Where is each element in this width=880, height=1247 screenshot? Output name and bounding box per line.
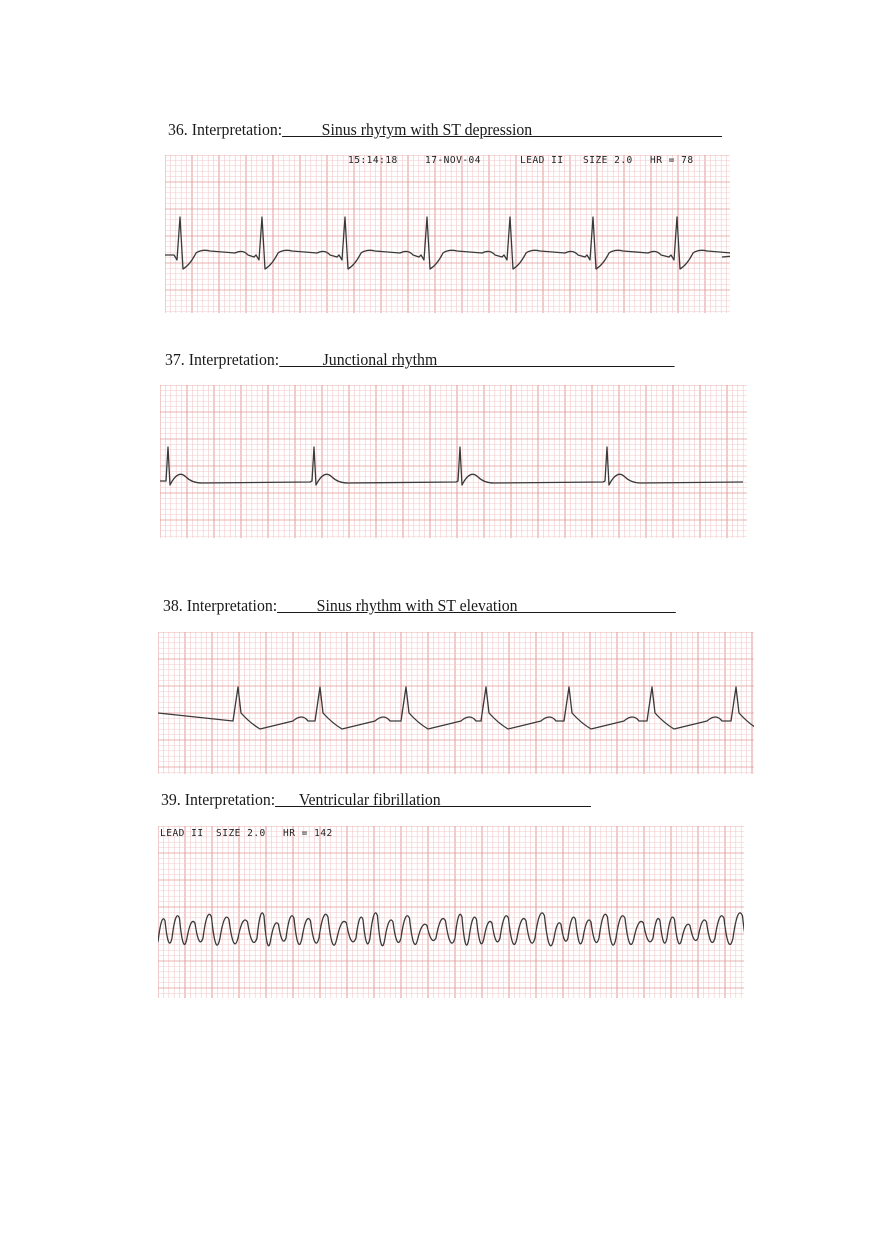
- ecg-grid-and-trace: [160, 385, 747, 538]
- ecg-trace: [165, 217, 730, 269]
- answer-text: Sinus rhythm with ST elevation: [316, 596, 518, 615]
- question-number: 36. Interpretation:: [168, 120, 283, 139]
- ecg-grid-and-trace: [158, 632, 754, 774]
- answer-text: Ventricular fibrillation: [298, 790, 441, 809]
- question-36-label: [168, 120, 722, 140]
- answer-blank-post: ____________________: [517, 596, 676, 615]
- answer-blank-pre: _____: [277, 596, 317, 615]
- strip-hr: HR = 142: [283, 828, 333, 839]
- question-number: 38. Interpretation:: [163, 596, 278, 615]
- answer-text: Junctional rhythm: [322, 350, 438, 369]
- answer-blank-post: ______________________________: [437, 350, 675, 369]
- answer-blank-pre: _____: [282, 120, 322, 139]
- answer-blank-post: ________________________: [532, 120, 722, 139]
- strip-date: 17-NOV-04: [425, 155, 481, 166]
- strip-time: 15:14:18: [348, 155, 398, 166]
- ecg-grid-and-trace: [165, 155, 730, 313]
- strip-lead: LEAD II: [160, 828, 204, 839]
- answer-text: Sinus rhytym with ST depression: [321, 120, 533, 139]
- question-number: 39. Interpretation:: [161, 790, 276, 809]
- ecg-strip-38: [158, 632, 754, 774]
- answer-blank-post: ___________________: [440, 790, 591, 809]
- ecg-strip-39: [158, 826, 744, 998]
- ecg-strip-36: [165, 155, 730, 313]
- strip-lead: LEAD II: [520, 155, 564, 166]
- question-number: 37. Interpretation:: [165, 350, 280, 369]
- question-39-label: [161, 790, 591, 810]
- strip-hr: HR = 78: [650, 155, 694, 166]
- question-37-label: [165, 350, 674, 370]
- strip-size: SIZE 2.0: [583, 155, 633, 166]
- ecg-trace: [158, 687, 754, 729]
- answer-blank-pre: _____: [279, 350, 323, 369]
- ecg-grid-and-trace: [158, 826, 744, 998]
- question-38-label: [163, 596, 676, 616]
- answer-blank-pre: ___: [275, 790, 299, 809]
- ecg-strip-37: [160, 385, 747, 538]
- strip-size: SIZE 2.0: [216, 828, 266, 839]
